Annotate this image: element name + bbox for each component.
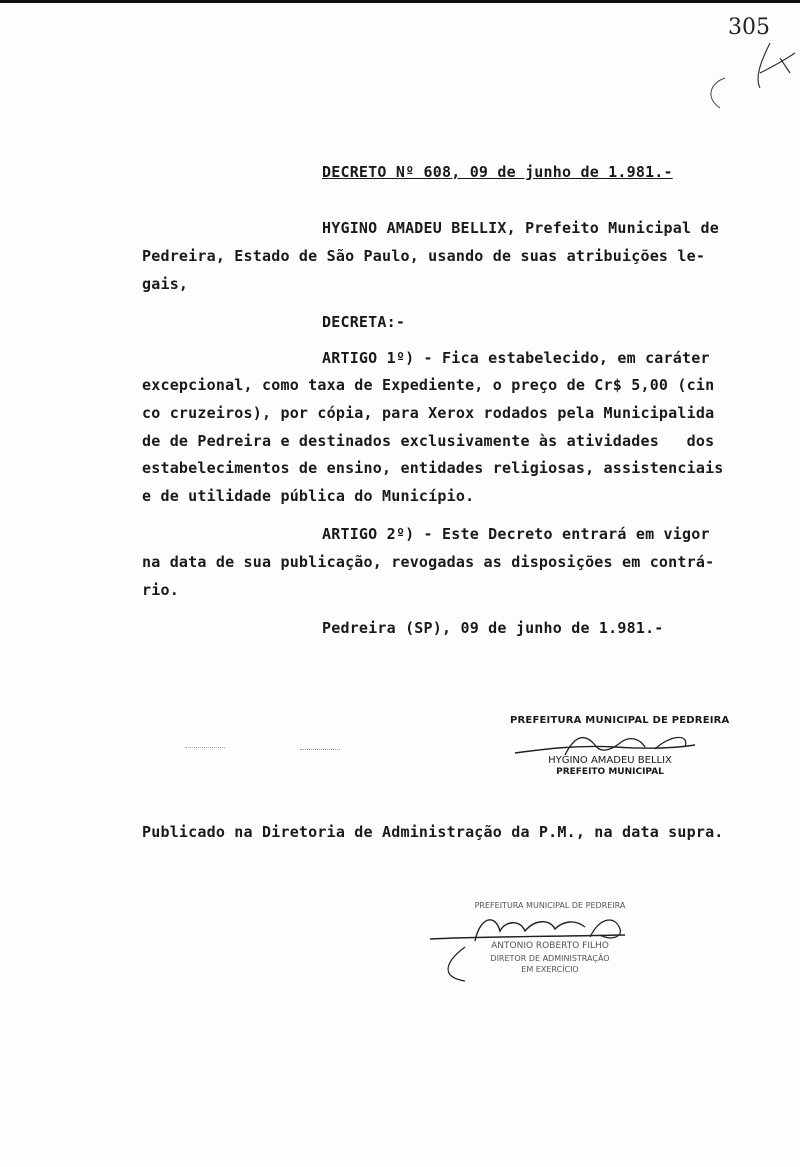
faint-mark: [300, 749, 340, 750]
decreta-heading: DECRETA:-: [322, 313, 406, 331]
article1-line-5: estabelecimentos de ensino, entidades religiosas, assistenciais: [142, 459, 724, 477]
article1-line-2: excepcional, como taxa de Expediente, o preço de Cr$ 5,00 (cin: [142, 376, 715, 394]
preamble-line-2: Pedreira, Estado de São Paulo, usando de suas atribuições le-: [142, 247, 706, 265]
article1-line-6: e de utilidade pública do Município.: [142, 487, 475, 505]
article2-line-2: na data de sua publicação, revogadas as disposições em contrá-: [142, 553, 715, 571]
faint-mark: [185, 747, 225, 748]
publication-note: Publicado na Diretoria de Administração da P.M., na data supra.: [142, 823, 724, 841]
article1-line-3: co cruzeiros), por cópia, para Xerox rodados pela Municipalida: [142, 404, 715, 422]
article1-line-4: de de Pedreira e destinados exclusivamente às atividades dos: [142, 432, 715, 450]
article1-line-1: ARTIGO 1º) - Fica estabelecido, em caráter: [322, 349, 710, 367]
director-stamp-office: PREFEITURA MUNICIPAL DE PEDREIRA: [474, 901, 626, 910]
article2-line-3: rio.: [142, 581, 179, 599]
place-date: Pedreira (SP), 09 de junho de 1.981.-: [322, 619, 664, 637]
director-stamp-lower: [460, 941, 640, 974]
mayor-stamp-role: PREFEITO MUNICIPAL: [556, 767, 664, 777]
director-stamp-name: ANTONIO ROBERTO FILHO: [491, 941, 609, 951]
director-stamp-status: EM EXERCÍCIO: [521, 965, 579, 974]
mayor-stamp-office: PREFEITURA MUNICIPAL DE PEDREIRA: [510, 715, 730, 726]
preamble-line-3: gais,: [142, 275, 189, 293]
page-number: 305: [728, 15, 770, 40]
mayor-stamp-name: HYGINO AMADEU BELLIX: [548, 755, 672, 766]
director-stamp-role: DIRETOR DE ADMINISTRAÇÃO: [490, 954, 610, 963]
article2-line-1: ARTIGO 2º) - Este Decreto entrará em vigor: [322, 525, 710, 543]
decree-title: DECRETO Nº 608, 09 de junho de 1.981.-: [322, 163, 673, 181]
page-number-flourish: [700, 33, 800, 113]
mayor-stamp-lower: [520, 755, 700, 777]
preamble-line-1: HYGINO AMADEU BELLIX, Prefeito Municipal de: [322, 219, 719, 237]
